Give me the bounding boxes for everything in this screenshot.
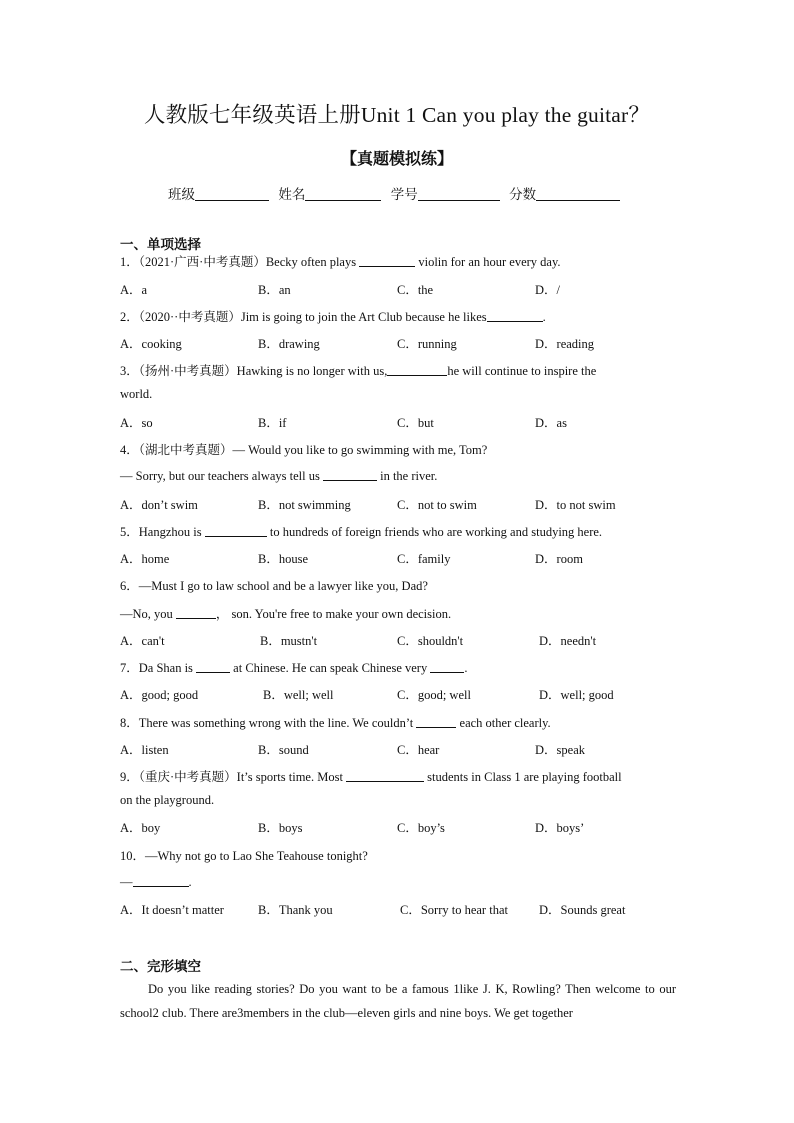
answer-blank-1[interactable] bbox=[196, 660, 230, 673]
answer-blank[interactable] bbox=[416, 715, 456, 728]
option-c[interactable]: C．but bbox=[397, 416, 434, 430]
option-d[interactable]: D．speak bbox=[535, 743, 585, 757]
option-b[interactable]: B．well; well bbox=[263, 688, 334, 702]
page-title: 人教版七年级英语上册Unit 1 Can you play the guitar？ bbox=[143, 103, 651, 127]
answer-blank[interactable] bbox=[176, 606, 216, 619]
question-6-response: —No, you ， son. You're free to make your own decision. bbox=[120, 607, 452, 621]
section-heading-single-choice: 一、单项选择 bbox=[120, 237, 201, 253]
option-b[interactable]: B．boys bbox=[258, 821, 303, 835]
answer-blank[interactable] bbox=[487, 309, 543, 322]
option-b[interactable]: B．if bbox=[258, 416, 287, 430]
class-label: 班级 bbox=[168, 187, 195, 202]
score-blank[interactable] bbox=[536, 186, 620, 201]
question-7: 7．Da Shan is at Chinese. He can speak Chinese very . bbox=[120, 661, 468, 675]
option-a[interactable]: A．boy bbox=[120, 821, 161, 835]
option-c[interactable]: C．not to swim bbox=[397, 498, 477, 512]
question-2: 2．（2020··中考真题）Jim is going to join the Art Club because he likes . bbox=[120, 310, 546, 324]
option-c[interactable]: C．running bbox=[397, 337, 457, 351]
answer-blank[interactable] bbox=[205, 524, 267, 537]
question-5: 5．Hangzhou is to hundreds of foreign friends who are working and studying here. bbox=[120, 525, 603, 539]
option-a[interactable]: A．a bbox=[120, 283, 148, 297]
answer-blank-2[interactable] bbox=[430, 660, 464, 673]
option-c[interactable]: C．the bbox=[397, 283, 434, 297]
page-subtitle: 【真题模拟练】 bbox=[340, 149, 453, 168]
option-a[interactable]: A．good; good bbox=[120, 688, 199, 702]
option-d[interactable]: D．reading bbox=[535, 337, 595, 351]
question-10: 10．—Why not go to Lao She Teahouse tonight? bbox=[120, 849, 368, 863]
answer-blank[interactable] bbox=[346, 769, 424, 782]
question-3-continued: world. bbox=[120, 387, 153, 401]
option-d[interactable]: D．well; good bbox=[539, 688, 614, 702]
name-label: 姓名 bbox=[278, 187, 306, 202]
option-b[interactable]: B．house bbox=[258, 552, 309, 566]
option-c[interactable]: C．family bbox=[397, 552, 451, 566]
option-c[interactable]: C．hear bbox=[397, 743, 440, 757]
student-id-blank[interactable] bbox=[418, 186, 500, 201]
option-c[interactable]: C．good; well bbox=[397, 688, 471, 702]
cloze-passage: Do you like reading stories? Do you want to be a famous 1like J. K, Rowling? Then welcome to our school2 club. There are3members in the club—eleven girls and nine boys. We get together bbox=[120, 982, 676, 1020]
option-a[interactable]: A．don’t swim bbox=[120, 498, 198, 512]
option-a[interactable]: A．so bbox=[120, 416, 153, 430]
option-d[interactable]: D．to not swim bbox=[535, 498, 616, 512]
question-10-response: — . bbox=[120, 875, 192, 889]
option-a[interactable]: A．listen bbox=[120, 743, 169, 757]
option-c[interactable]: C．shouldn't bbox=[397, 634, 464, 648]
option-b[interactable]: B．Thank you bbox=[258, 903, 333, 917]
option-a[interactable]: A．home bbox=[120, 552, 170, 566]
question-3: 3．（扬州·中考真题）Hawking is no longer with us, he will continue to inspire the bbox=[120, 364, 597, 378]
option-b[interactable]: B．mustn't bbox=[260, 634, 318, 648]
class-blank[interactable] bbox=[195, 186, 269, 201]
answer-blank[interactable] bbox=[323, 468, 377, 481]
option-b[interactable]: B．not swimming bbox=[258, 498, 351, 512]
answer-blank[interactable] bbox=[133, 874, 189, 887]
option-d[interactable]: D．/ bbox=[535, 283, 561, 297]
option-d[interactable]: D．Sounds great bbox=[539, 903, 626, 917]
option-d[interactable]: D．needn't bbox=[539, 634, 597, 648]
option-b[interactable]: B．an bbox=[258, 283, 291, 297]
option-d[interactable]: D．as bbox=[535, 416, 567, 430]
question-6: 6．—Must I go to law school and be a lawyer like you, Dad? bbox=[120, 579, 428, 593]
option-a[interactable]: A．It doesn’t matter bbox=[120, 903, 224, 917]
option-c[interactable]: C．boy’s bbox=[397, 821, 445, 835]
option-d[interactable]: D．room bbox=[535, 552, 583, 566]
section-heading-cloze: 二、完形填空 bbox=[120, 959, 201, 975]
question-8: 8．There was something wrong with the line. We couldn’t each other clearly. bbox=[120, 716, 551, 730]
question-4: 4．（湖北中考真题）— Would you like to go swimming with me, Tom? bbox=[120, 443, 488, 457]
student-id-label: 学号 bbox=[390, 187, 418, 202]
answer-blank[interactable] bbox=[387, 363, 447, 376]
name-blank[interactable] bbox=[305, 186, 381, 201]
option-a[interactable]: A．cooking bbox=[120, 337, 182, 351]
option-d[interactable]: D．boys’ bbox=[535, 821, 585, 835]
answer-blank[interactable] bbox=[359, 254, 415, 267]
score-label: 分数 bbox=[509, 187, 537, 202]
option-c[interactable]: C．Sorry to hear that bbox=[400, 903, 508, 917]
option-b[interactable]: B．drawing bbox=[258, 337, 320, 351]
question-9-continued: on the playground. bbox=[120, 793, 215, 807]
option-b[interactable]: B．sound bbox=[258, 743, 309, 757]
option-a[interactable]: A．can't bbox=[120, 634, 165, 648]
student-info-row bbox=[168, 183, 626, 203]
question-9: 9．（重庆·中考真题）It’s sports time. Most students in Class 1 are playing football bbox=[120, 770, 622, 784]
question-4-response: — Sorry, but our teachers always tell us in the river. bbox=[120, 469, 438, 483]
question-1: 1．（2021·广西·中考真题）Becky often plays violin for an hour every day. bbox=[120, 255, 561, 269]
